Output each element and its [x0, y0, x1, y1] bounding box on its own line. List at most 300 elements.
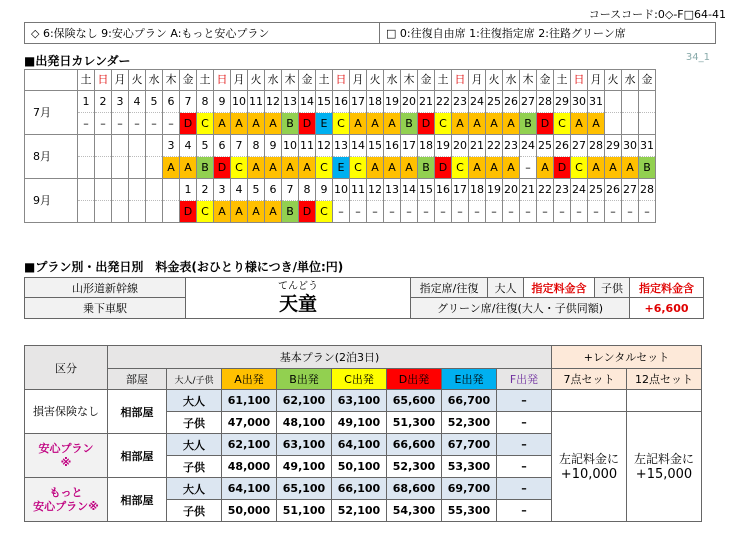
- calendar-day: 21: [520, 179, 537, 201]
- price-cell: 47,000: [222, 412, 277, 434]
- departure-code: A: [163, 157, 180, 179]
- price-cell: 50,100: [332, 456, 387, 478]
- departure-code: [605, 113, 622, 135]
- weekday-header: 金: [418, 70, 435, 91]
- basic-plan-header: 基本プラン(2泊3日): [108, 346, 552, 369]
- calendar-day: 27: [571, 135, 588, 157]
- calendar-day: 30: [571, 91, 588, 113]
- plan-name-line: 安心プラン: [38, 441, 94, 455]
- departure-code: –: [95, 113, 112, 135]
- calendar-day: 29: [554, 91, 571, 113]
- departure-code: [78, 201, 95, 223]
- price-cell: 48,100: [277, 412, 332, 434]
- weekday-header: 月: [588, 70, 605, 91]
- price-cell: 69,700: [442, 478, 497, 500]
- departure-code: A: [486, 113, 503, 135]
- room-type: 相部屋: [108, 478, 167, 522]
- calendar-day: 23: [554, 179, 571, 201]
- weekday-header: 水: [503, 70, 520, 91]
- weekday-header: 水: [384, 70, 401, 91]
- calendar-day: 22: [486, 135, 503, 157]
- calendar-day: 15: [367, 135, 384, 157]
- calendar-day: 4: [129, 91, 146, 113]
- weekday-header: 水: [622, 70, 639, 91]
- course-code: コースコード:0◇-F□64-41: [588, 8, 726, 21]
- price-cell: 50,000: [222, 500, 277, 522]
- calendar-day: 17: [401, 135, 418, 157]
- departure-code: –: [350, 201, 367, 223]
- departure-code: –: [112, 113, 129, 135]
- departure-header: D出発: [387, 369, 442, 390]
- calendar-day: [146, 135, 163, 157]
- weekday-header: 土: [78, 70, 95, 91]
- price-cell: 62,100: [277, 390, 332, 412]
- calendar-day: 20: [401, 91, 418, 113]
- departure-code: D: [537, 113, 554, 135]
- calendar-day: 7: [180, 91, 197, 113]
- plan-name: [25, 478, 108, 522]
- departure-code: [112, 157, 129, 179]
- rental-12-value: +15,000: [635, 466, 693, 482]
- weekday-header: 火: [129, 70, 146, 91]
- departure-calendar: [24, 69, 656, 223]
- calendar-day: 18: [418, 135, 435, 157]
- calendar-day: 31: [588, 91, 605, 113]
- calendar-day: [95, 135, 112, 157]
- calendar-day: 17: [452, 179, 469, 201]
- calendar-day: 21: [418, 91, 435, 113]
- calendar-day: 9: [316, 179, 333, 201]
- weekday-header: 日: [452, 70, 469, 91]
- calendar-day: [605, 91, 622, 113]
- departure-code: –: [163, 113, 180, 135]
- departure-code: –: [418, 201, 435, 223]
- price-cell: 66,700: [442, 390, 497, 412]
- departure-code: C: [554, 113, 571, 135]
- rental-col-header: 7点セット: [552, 369, 627, 390]
- calendar-day: 1: [78, 91, 95, 113]
- departure-code: C: [316, 201, 333, 223]
- departure-code: C: [197, 201, 214, 223]
- departure-code: [146, 201, 163, 223]
- calendar-day: 8: [299, 179, 316, 201]
- weekday-header: 土: [316, 70, 333, 91]
- departure-code: A: [588, 113, 605, 135]
- departure-code: –: [384, 201, 401, 223]
- calendar-day: 6: [265, 179, 282, 201]
- weekday-header: 火: [248, 70, 265, 91]
- green-seat-price: +6,600: [630, 298, 704, 319]
- departure-header: E出発: [442, 369, 497, 390]
- person-type: 子供: [167, 456, 222, 478]
- weekday-header: 日: [95, 70, 112, 91]
- departure-code: A: [265, 157, 282, 179]
- departure-code: B: [401, 113, 418, 135]
- price-cell: –: [497, 434, 552, 456]
- weekday-header: 金: [639, 70, 656, 91]
- departure-code: –: [639, 201, 656, 223]
- calendar-day: 15: [418, 179, 435, 201]
- calendar-day: 2: [197, 179, 214, 201]
- departure-code: [622, 113, 639, 135]
- rental-header: +レンタルセット: [552, 346, 702, 369]
- rental-blank: [552, 390, 627, 412]
- weekday-header: 日: [214, 70, 231, 91]
- calendar-day: 20: [452, 135, 469, 157]
- calendar-day: 23: [503, 135, 520, 157]
- plan-name-line: もっと: [49, 485, 83, 499]
- destination: [186, 278, 411, 319]
- departure-code: A: [299, 157, 316, 179]
- calendar-day: 18: [367, 91, 384, 113]
- person-type: 子供: [167, 500, 222, 522]
- calendar-day: 5: [248, 179, 265, 201]
- departure-code: C: [333, 113, 350, 135]
- calendar-day: 11: [299, 135, 316, 157]
- calendar-day: 8: [248, 135, 265, 157]
- calendar-day: 28: [537, 91, 554, 113]
- page-number: 34_1: [685, 52, 710, 63]
- departure-code: C: [435, 113, 452, 135]
- calendar-day: 28: [588, 135, 605, 157]
- departure-code: [129, 157, 146, 179]
- month-label: 8月: [25, 135, 78, 179]
- child-fare-note: 指定料金含: [630, 278, 704, 298]
- departure-code: [639, 113, 656, 135]
- departure-code: A: [503, 157, 520, 179]
- destination-ruby: てんどう: [278, 281, 318, 292]
- departure-code: –: [129, 113, 146, 135]
- weekday-header: 水: [265, 70, 282, 91]
- price-cell: 49,100: [277, 456, 332, 478]
- calendar-heading: ■出発日カレンダー: [24, 54, 131, 68]
- departure-code: A: [384, 113, 401, 135]
- departure-code: A: [537, 157, 554, 179]
- calendar-day: 28: [639, 179, 656, 201]
- price-cell: 66,600: [387, 434, 442, 456]
- departure-code: A: [282, 157, 299, 179]
- weekday-header: 木: [282, 70, 299, 91]
- calendar-day: 3: [214, 179, 231, 201]
- weekday-header: 木: [401, 70, 418, 91]
- departure-code: A: [452, 113, 469, 135]
- departure-code: –: [367, 201, 384, 223]
- departure-code: D: [180, 201, 197, 223]
- departure-code: A: [367, 157, 384, 179]
- weekday-header: 月: [350, 70, 367, 91]
- departure-code: A: [214, 113, 231, 135]
- calendar-day: 12: [367, 179, 384, 201]
- calendar-day: 1: [180, 179, 197, 201]
- child-label: 子供: [595, 278, 630, 298]
- weekday-header: 木: [520, 70, 537, 91]
- departure-code: D: [214, 157, 231, 179]
- rental-note: 左記料金に: [633, 451, 694, 466]
- calendar-day: 14: [299, 91, 316, 113]
- calendar-day: 24: [469, 91, 486, 113]
- departure-code: D: [554, 157, 571, 179]
- calendar-day: 19: [435, 135, 452, 157]
- plan-name: 損害保険なし: [25, 390, 108, 434]
- calendar-day: 11: [350, 179, 367, 201]
- departure-code: A: [265, 113, 282, 135]
- person-type: 大人: [167, 478, 222, 500]
- price-cell: 55,300: [442, 500, 497, 522]
- calendar-day: 31: [639, 135, 656, 157]
- calendar-day: 16: [435, 179, 452, 201]
- price-cell: 51,300: [387, 412, 442, 434]
- line-name: 山形道新幹線: [25, 278, 186, 298]
- weekday-header: 木: [163, 70, 180, 91]
- station-label: 乗下車駅: [25, 298, 186, 319]
- price-cell: 52,300: [387, 456, 442, 478]
- calendar-day: 18: [469, 179, 486, 201]
- departure-code: A: [588, 157, 605, 179]
- departure-code: B: [520, 113, 537, 135]
- departure-code: C: [452, 157, 469, 179]
- departure-header: A出発: [222, 369, 277, 390]
- departure-code: D: [435, 157, 452, 179]
- price-cell: 53,300: [442, 456, 497, 478]
- calendar-day: 13: [333, 135, 350, 157]
- departure-code: A: [265, 201, 282, 223]
- weekday-header: 水: [146, 70, 163, 91]
- adult-fare-note: 指定料金含: [524, 278, 595, 298]
- person-type: 大人: [167, 434, 222, 456]
- calendar-day: 16: [384, 135, 401, 157]
- weekday-header: 月: [231, 70, 248, 91]
- departure-code: B: [197, 157, 214, 179]
- weekday-header: 火: [605, 70, 622, 91]
- departure-code: A: [367, 113, 384, 135]
- calendar-day: 25: [588, 179, 605, 201]
- calendar-day: [95, 179, 112, 201]
- seat-legend: □ 0:往復自由席 1:往復指定席 2:往路グリーン席: [386, 27, 626, 40]
- departure-header: C出発: [332, 369, 387, 390]
- weekday-header: 火: [367, 70, 384, 91]
- calendar-day: 13: [384, 179, 401, 201]
- calendar-day: 26: [554, 135, 571, 157]
- calendar-day: 22: [537, 179, 554, 201]
- departure-code: D: [299, 113, 316, 135]
- month-label: 9月: [25, 179, 78, 223]
- adult-label: 大人: [488, 278, 524, 298]
- calendar-day: 8: [197, 91, 214, 113]
- departure-code: [163, 201, 180, 223]
- calendar-day: 17: [350, 91, 367, 113]
- green-seat-label: グリーン席/往復(大人・子供同額): [411, 298, 630, 319]
- weekday-header: 日: [571, 70, 588, 91]
- plan-name-line: 安心プラン※: [33, 499, 99, 513]
- calendar-day: 10: [333, 179, 350, 201]
- price-cell: –: [497, 412, 552, 434]
- price-cell: 48,000: [222, 456, 277, 478]
- price-cell: 54,300: [387, 500, 442, 522]
- departure-code: D: [180, 113, 197, 135]
- departure-code: A: [248, 201, 265, 223]
- departure-code: A: [180, 157, 197, 179]
- calendar-day: [78, 135, 95, 157]
- calendar-day: 9: [214, 91, 231, 113]
- price-cell: 65,600: [387, 390, 442, 412]
- calendar-day: 6: [214, 135, 231, 157]
- departure-code: E: [316, 113, 333, 135]
- price-cell: 65,100: [277, 478, 332, 500]
- calendar-day: 9: [265, 135, 282, 157]
- price-cell: 62,100: [222, 434, 277, 456]
- price-cell: –: [497, 456, 552, 478]
- departure-code: A: [231, 201, 248, 223]
- calendar-day: [78, 179, 95, 201]
- price-cell: 67,700: [442, 434, 497, 456]
- departure-code: –: [146, 113, 163, 135]
- departure-code: –: [537, 201, 554, 223]
- departure-code: –: [469, 201, 486, 223]
- calendar-day: 29: [605, 135, 622, 157]
- calendar-day: 16: [333, 91, 350, 113]
- departure-code: C: [316, 157, 333, 179]
- departure-code: C: [231, 157, 248, 179]
- room-header: 部屋: [108, 369, 167, 390]
- departure-code: A: [469, 157, 486, 179]
- price-cell: 49,100: [332, 412, 387, 434]
- departure-code: B: [418, 157, 435, 179]
- departure-code: –: [452, 201, 469, 223]
- departure-code: A: [384, 157, 401, 179]
- departure-code: B: [282, 113, 299, 135]
- room-type: 相部屋: [108, 434, 167, 478]
- person-type: 子供: [167, 412, 222, 434]
- calendar-day: 14: [401, 179, 418, 201]
- departure-code: A: [350, 113, 367, 135]
- kubun-header: 区分: [25, 346, 108, 390]
- person-type: 大人: [167, 390, 222, 412]
- departure-code: –: [401, 201, 418, 223]
- calendar-day: 25: [537, 135, 554, 157]
- weekday-header: 土: [435, 70, 452, 91]
- weekday-header: 日: [333, 70, 350, 91]
- departure-code: –: [520, 157, 537, 179]
- calendar-day: 12: [316, 135, 333, 157]
- calendar-day: 11: [248, 91, 265, 113]
- price-cell: 52,300: [442, 412, 497, 434]
- price-cell: –: [497, 500, 552, 522]
- calendar-day: [639, 91, 656, 113]
- calendar-day: 3: [112, 91, 129, 113]
- weekday-header: 金: [180, 70, 197, 91]
- plan-name: [25, 434, 108, 478]
- calendar-day: 26: [503, 91, 520, 113]
- departure-code: –: [503, 201, 520, 223]
- departure-code: A: [469, 113, 486, 135]
- calendar-day: 27: [520, 91, 537, 113]
- weekday-header: 金: [299, 70, 316, 91]
- options-legend: [24, 22, 716, 44]
- departure-code: [112, 201, 129, 223]
- price-cell: 51,100: [277, 500, 332, 522]
- rental-7-price: [552, 412, 627, 522]
- departure-code: –: [588, 201, 605, 223]
- departure-header: B出発: [277, 369, 332, 390]
- departure-code: E: [333, 157, 350, 179]
- price-cell: 66,100: [332, 478, 387, 500]
- weekday-header: 月: [112, 70, 129, 91]
- price-cell: 64,100: [332, 434, 387, 456]
- weekday-header: 金: [537, 70, 554, 91]
- calendar-day: 22: [435, 91, 452, 113]
- calendar-day: 14: [350, 135, 367, 157]
- person-header: 大人/子供: [167, 369, 222, 390]
- price-table: [24, 345, 702, 522]
- calendar-day: 10: [231, 91, 248, 113]
- price-cell: –: [497, 478, 552, 500]
- weekday-header: 火: [486, 70, 503, 91]
- departure-code: B: [282, 201, 299, 223]
- calendar-day: [112, 179, 129, 201]
- departure-code: A: [605, 157, 622, 179]
- weekday-header: 月: [469, 70, 486, 91]
- calendar-day: 23: [452, 91, 469, 113]
- calendar-day: 24: [520, 135, 537, 157]
- calendar-day: [622, 91, 639, 113]
- price-cell: 52,100: [332, 500, 387, 522]
- weekday-header: 土: [197, 70, 214, 91]
- departure-code: –: [622, 201, 639, 223]
- calendar-day: [163, 179, 180, 201]
- departure-code: A: [231, 113, 248, 135]
- rental-note: 左記料金に: [558, 451, 619, 466]
- calendar-day: 3: [163, 135, 180, 157]
- departure-code: –: [605, 201, 622, 223]
- departure-code: A: [401, 157, 418, 179]
- departure-code: A: [248, 113, 265, 135]
- calendar-day: 15: [316, 91, 333, 113]
- departure-code: D: [299, 201, 316, 223]
- rental-col-header: 12点セット: [627, 369, 702, 390]
- calendar-day: 2: [95, 91, 112, 113]
- calendar-day: 19: [384, 91, 401, 113]
- calendar-day: 10: [282, 135, 299, 157]
- calendar-day: 21: [469, 135, 486, 157]
- calendar-day: 24: [571, 179, 588, 201]
- calendar-day: 26: [605, 179, 622, 201]
- calendar-day: [112, 135, 129, 157]
- departure-code: A: [214, 201, 231, 223]
- departure-code: [95, 201, 112, 223]
- room-type: 相部屋: [108, 390, 167, 434]
- departure-code: A: [622, 157, 639, 179]
- price-cell: –: [497, 390, 552, 412]
- calendar-day: 13: [282, 91, 299, 113]
- calendar-day: 6: [163, 91, 180, 113]
- calendar-day: 20: [503, 179, 520, 201]
- departure-code: –: [571, 201, 588, 223]
- departure-code: [78, 157, 95, 179]
- departure-code: A: [486, 157, 503, 179]
- departure-code: [146, 157, 163, 179]
- calendar-day: 19: [486, 179, 503, 201]
- price-cell: 61,100: [222, 390, 277, 412]
- departure-code: D: [418, 113, 435, 135]
- calendar-day: [129, 135, 146, 157]
- fare-heading: ■プラン別・出発日別 料金表(おひとり様につき/単位:円): [24, 260, 344, 274]
- calendar-day: 4: [180, 135, 197, 157]
- departure-code: C: [350, 157, 367, 179]
- price-cell: 63,100: [332, 390, 387, 412]
- plan-legend: ◇ 6:保険なし 9:安心プラン A:もっと安心プラン: [25, 23, 380, 43]
- departure-code: –: [486, 201, 503, 223]
- departure-code: A: [503, 113, 520, 135]
